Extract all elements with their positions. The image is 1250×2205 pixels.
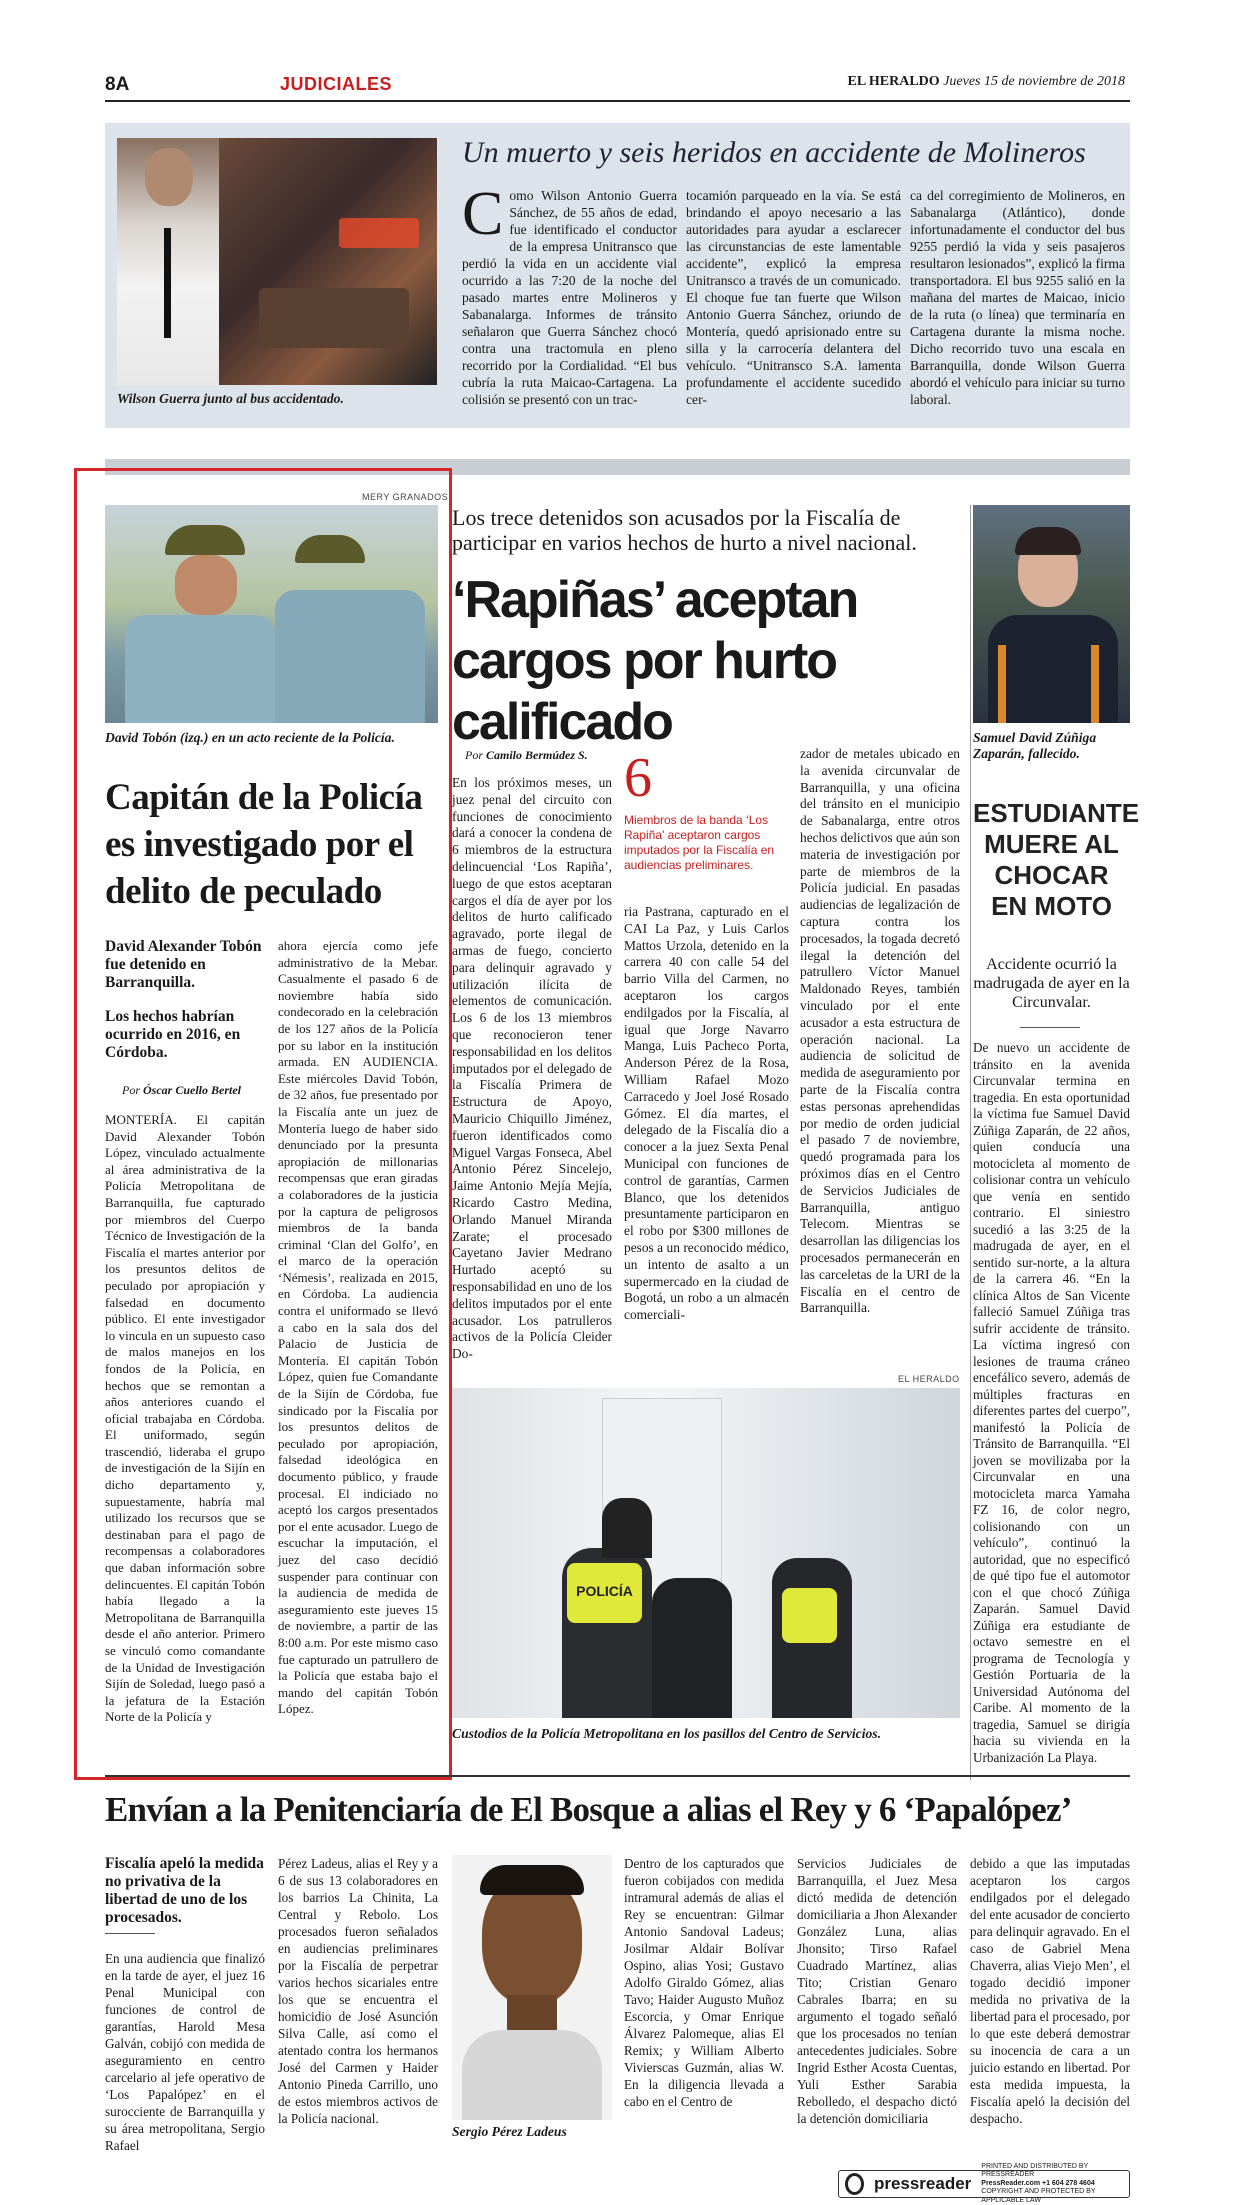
bosque-deck: Fiscalía apeló la medida no privativa de la libertad de uno de los procesados. [105,1855,264,1926]
police-story-deck1: David Alexander Tobón fue detenido en Barranquilla. [105,938,262,991]
column-rule-1 [970,505,971,1780]
rapinas-stat-number: 6 [624,747,652,809]
pressreader-line2: PressReader.com +1 604 278 4604 [981,2179,1095,2187]
police-col1-text: MONTERÍA. El capitán David Alexander Tobón López, vinculado actualmente al área administrativa de la Policía Metropolitana de Barranquilla, fue capturado por miembros del Cuerpo Técnico de Investigación de la Fiscalía el martes anterior por los presuntos delitos de peculado por apropiación y falsedad en documento público. El ente investigador lo vincula en un supuesto caso de malos manejos en los fondos de la Policía, en hechos que se remontan a años anteriores cuando el oficial trabajaba en Córdoba. El uniformado, según trascendió, lideraba el grupo de investigación de la Sijín en dicho departamento y, supuestamente, habría mal utilizado los recursos que se destinaban para el pago de recompensas a colaboradores que daban información sobre delincuentes. El capitán Tobón había llegado a la Metropolitana de Barranquilla desde el año anterior. Primero se vinculó como comandante de la Unidad de Investigación Sijín de Soledad, luego pasó a la jefatura de la Estación Norte de la Policía y [105,1112,265,1725]
police-story-deck2: Los hechos habrían ocurrido en 2016, en Córdoba. [105,1008,241,1061]
police-photo-credit: MERY GRANADOS [362,492,449,502]
rapinas-byline-author: Camilo Bermúdez S. [486,748,588,762]
police-story-col1 [105,1112,265,1726]
bosque-col3 [624,1855,784,2110]
rapinas-col2-text: ria Pastrana, capturado en el CAI La Paz, y Luis Carlos Mattos Urzola, detenido en la carrera 40 con calle 54 del barrio Villa del Carmen, no aceptaron los cargos endilgados por la Fiscalía, al igual que Jorge Navarro Manga, Luis Pacheco Porta, Anderson Pérez de la Rosa, William Rafael Mozo Carracedo y Joel José Rosado Gómez. El día martes, el delegado de la Fiscalía dio a conocer a la juez Sexta Penal Municipal con funciones de control de garantías, Carmen Blanco, que los detenidos presuntamente participaron en el robo por $300 millones de pesos a un reconocido médico, un intento de asalto a un supermercado en la ciudad de Bogotá, un robo a un almacén comerciali- [624,904,789,1323]
moto-body-text: De nuevo un accidente de tránsito en la avenida Circunvalar termina en tragedia. En esta oportunidad la víctima fue Samuel David Zúñiga Zaparán, de 22 años, quien conducía una motocicleta al momento de colisionar contra un vehículo que venía en sentido contrario. El siniestro sucedió a las 3:25 de la madrugada de ayer, en el sentido sur-norte, a la altura de la carrera 46. “En la clínica Altos de San Vicente falleció Samuel Zúñiga tras sufrir accidente de tránsito. La víctima ingresó con lesiones de trauma cráneo encefálico severo, además de múltiples fracturas en diferentes partes del cuerpo”, manifestó la Policía de Tránsito de Barranquilla. “El joven se movilizaba por la Circunvalar en una motocicleta marca Yamaha FZ 16, de color negro, colisionando con un vehículo”, continuó la autoridad, que no especificó de qué tipo fue el automotor con el que chocó Zúñiga Zaparán. Samuel David Zúñiga era estudiante de octavo semestre en el programa de Tecnología y Gestión Portuaria de la Universidad Autónoma del Caribe. Al momento de la tragedia, Samuel se dirigía hacia su vivienda en la Urbanización La Playa. [973,1040,1130,1765]
top-story-col2 [686,187,901,408]
rapinas-photo-caption: Custodios de la Policía Metropolitana en los pasillos del Centro de Servicios. [452,1726,881,1741]
top-story-col3-text: ca del corregimiento de Molineros, en Sabanalarga (Atlántico), donde infortunadamente el conductor del bus 9255 perdió la vida y seis pasajeros resultaron lesionados”, explicó la firma transportadora. El bus 9255 salió en la mañana del martes de Maicao, inicio de la ruta (o línea) que terminaría en Cartagena durante la misma noche. Dicho recorrido tuvo una escala en Barranquilla, donde Wilson Guerra abordó el vehículo para iniciar su turno laboral. [910,188,1125,407]
pressreader-logo-icon [845,2173,864,2195]
rapinas-col1 [452,775,612,1363]
top-story-title: Un muerto y seis heridos en accidente de Molineros [462,136,1086,169]
rapinas-photo-credit: EL HERALDO [898,1374,960,1384]
rapinas-kicker: Los trece detenidos son acusados por la Fiscalía de participar en varios hechos de hurto a nivel nacional. [452,505,917,555]
bosque-col4 [797,1855,957,2127]
rapinas-photo [452,1388,960,1718]
rapinas-title: ‘Rapiñas’ aceptan cargos por hurto calificado [452,571,858,751]
bosque-col5-text: debido a que las imputadas aceptaron los cargos endilgados por el delegado del ente acusador de concierto para delinquir agravado. En el caso de Gabriel Mena Chaverra, alias Viejo Men’, el togado decidió imponer medida no privativa de la libertad para el procesado, por lo que este deberá demostrar su inocencia de cara a un juicio estando en libertad. Por esta medida impuesta, la Fiscalía apeló la decisión del despacho. [970,1856,1131,2126]
bosque-col2 [278,1855,438,2127]
top-story-photo-bus [219,138,437,385]
moto-title: ESTUDIANTE MUERE AL CHOCAR EN MOTO [973,798,1140,921]
police-story-title: Capitán de la Policía es investigado por el delito de peculado [105,777,423,912]
rapinas-col1-text: En los próximos meses, un juez penal del circuito con funciones de conocimiento dará a conocer la condena de 6 miembros de la estructura delincuencial ‘Los Rapiña’, luego de que estos aceptaran cargos el día de ayer por los delitos de hurto calificado agravado, porte ilegal de armas de fuego, concierto para delinquir agravado y utilización ilícita de elementos de comunicación. Los 6 de los 13 miembros que reconocieron tener responsabilidad en los delitos imputados por el delegado de la Fiscalía Primera de Estructura de Apoyo, Mauricio Chiquillo Jiménez, fueron identificados como Miguel Vargas Fonseca, Abel Antonio Pérez Sincelejo, Jaime Antonio Mejía Mejía, Ricardo Castro Medina, Orlando Manuel Miranda Zarate; el procesado Cayetano Javier Medrano Hurtado aceptó su responsabilidad en uno de los delitos imputados por el ente acusador. Los patrulleros activos de la Policía Cleider Do- [452,775,612,1362]
police-byline-author: Óscar Cuello Bertel [143,1083,241,1097]
bosque-col5 [970,1855,1130,2127]
police-photo [105,505,438,723]
bosque-deck-rule [105,1933,155,1934]
moto-deck-rule [1020,1027,1080,1028]
moto-body [973,1040,1130,1766]
top-story-caption: Wilson Guerra junto al bus accidentado. [117,391,344,406]
section-name: JUDICIALES [280,74,393,94]
bosque-title: Envían a la Penitenciaría de El Bosque a alias el Rey y 6 ‘Papalópez’ [105,1790,1072,1829]
pressreader-brand: pressreader [873,2174,972,2193]
police-story-byline [122,1083,241,1098]
top-story-dropcap: C [462,180,504,248]
rapinas-col3-text: zador de metales ubicado en la avenida circunvalar de Barranquilla, y una oficina del tránsito en el municipio de Sabanalarga, entre otros hechos delictivos que aún son materia de investigación por parte de miembros de la Policía judicial. En pasadas audiencias de legalización de captura contra los procesados, la togada decretó ilegal la detención del patrullero Víctor Manuel Maldonado Reyes, también vinculado por el ente acusador a esta estructura de operación nacional. La audiencia de solicitud de medida de aseguramiento por parte de la Fiscalía contra estas personas aprehendidas por medio de orden judicial el pasado 7 de noviembre, quedó programada para los próximos días en el Centro de Servicios Judiciales de Barranquilla, antiguo Telecom. Mientras se desarrollan las diligencias los procesados permanecerán en las carceletas de la URI de la Fiscalía en el centro de Barranquilla. [800,746,960,1316]
bosque-photo [452,1855,612,2120]
bosque-col1 [105,1950,265,2154]
pressreader-lines [981,2163,1123,2205]
bosque-photo-caption: Sergio Pérez Ladeus [452,2124,567,2139]
rapinas-vest-text: POLICÍA [576,1583,633,1599]
bosque-col2-text: Pérez Ladeus, alias el Rey y a 6 de sus 13 colaboradores en los barrios La Chinita, La Central y Rebolo. Los procesados fueron señalados en audiencias preliminares por la Fiscalía de perpetrar varios hechos sicariales entre los que se encuentra el homicidio de José Asunción Silva Calle, así como el atentado contra los hermanos José del Carmen y Haider Antonio Pineda Carrillo, uno de estos miembros activos de la Policía nacional. [278,1856,438,2126]
publication-info [847,74,1125,90]
bosque-col4-text: Servicios Judiciales de Barranquilla, el Juez Mesa dictó medida de detención domiciliaria a Jhon Alexander González Luna, alias Jhonsito; Tirso Rafael Cuadrado Martínez, alias Tito; Cristian Genaro Cabrales Ibarra; en su argumento el togado señaló que los procesados no tenían antecedentes judiciales. Sobre Ingrid Esther Acosta Cuentas, Yuli Esther Sarabia Rebolledo, el despacho dictó la detención domiciliaria [797,1856,957,2126]
moto-photo [973,505,1130,723]
pressreader-line3: COPYRIGHT AND PROTECTED BY APPLICABLE LAW [981,2188,1096,2204]
bosque-top-rule [105,1775,1130,1777]
rapinas-col2 [624,904,789,1324]
page-number: 8A [105,74,130,95]
rapinas-byline [465,748,588,763]
header-rule [105,100,1130,102]
police-col2-text: ahora ejercía como jefe administrativo de la Mebar. Casualmente el pasado 6 de noviembre había sido condecorado en la celebración de los 127 años de la Policía por su labor en la institución armada. EN AUDIENCIA. Este miércoles David Tobón, de 32 años, fue presentado por la Fiscalía ante un juez de Montería luego de haber sido denunciado por la presunta apropiación de millonarias recompensas que eran giradas a colaboradores de la justicia por la captura de peligrosos miembros de la banda criminal ‘Clan del Golfo’, en el marco de la operación ‘Némesis’, realizada en 2015, en Córdoba. La audiencia contra el uniformado se llevó a cabo en la sala dos del Palacio de Justicia de Montería. El capitán Tobón López, quien fue Comandante de la Sijín de Córdoba, fue sindicado por la Fiscalía por los presuntos delitos de peculado por apropiación, falsedad ideológica en documento público, y fraude procesal. El indiciado no aceptó los cargos presentados por el ente acusador. Luego de escuchar la imputación, el juez del caso decidió suspender para continuar con la audiencia de medida de aseguramiento este jueves 15 de noviembre, a partir de las 8:00 a.m. Por este mismo caso fue capturado un patrullero de la Policía que estaba bajo el mando del capitán Tobón López. [278,938,438,1717]
top-story-col2-text: tocamión parqueado en la vía. Se está brindando el apoyo necesario a las autoridades para ayudar a esclarecer las circunstancias de este lamentable accidente”, explicó la empresa Unitransco a través de un comunicado. El choque fue tan fuerte que Wilson Antonio Guerra Sánchez, oriundo de Montería, quedó aprisionado entre su silla y la carrocería delantera del vehículo. “Unitransco S.A. lamenta profundamente el accidente sucedido cer- [686,188,901,407]
police-photo-caption: David Tobón (izq.) en un acto reciente de la Policía. [105,730,395,745]
rapinas-col3 [800,746,960,1317]
police-story-col2 [278,938,438,1718]
moto-photo-caption: Samuel David Zúñiga Zaparán, fallecido. [973,730,1097,761]
bosque-col1-text: En una audiencia que finalizó en la tarde de ayer, el juez 16 Penal Municipal con funciones de control de garantías, Harold Mesa Galván, cobijó con medida de aseguramiento en centro carcelario al jefe operativo de ‘Los Papalópez’ en el surocciente de Barranquilla y su área metropolitana, Sergio Rafael [105,1951,265,2153]
pressreader-line1: PRINTED AND DISTRIBUTED BY PRESSREADER [981,2162,1089,2179]
rapinas-byline-prefix: Por [465,748,483,762]
top-story-col3 [910,187,1125,408]
top-story-col1-text: omo Wilson Antonio Guerra Sánchez, de 55 años de edad, fue identificado el conductor de la empresa Unitransco que perdió la vida en un accidente vial ocurrido a las 7:20 de la noche del pasado martes entre Molineros y Sabanalarga. Informes de tránsito señalaron que Guerra Sánchez chocó contra una tractomula en pleno recorrido por la Cordialidad. “El bus cubría la ruta Maicao-Cartagena. La colisión se presentó con un trac- [462,188,677,407]
issue-date: Jueves 15 de noviembre de 2018 [943,74,1125,89]
pressreader-badge [838,2162,1130,2204]
top-story-photo-person [117,138,219,385]
bosque-col3-text: Dentro de los capturados que fueron cobijados con medida intramural además de alias el Rey se encuentran: Gilmar Antonio Sandoval Ladeus; Josilmar Aldair Bolívar Ospino, alias Yosi; Gustavo Adolfo Giraldo Gómez, alias Tavo; Haider Augusto Muñoz Escorcia, y Omar Enrique Álvarez Palomeque, alias El Remix; y William Alberto Vivierscas Guzmán, alias W. En la diligencia llevada a cabo en el Centro de [624,1856,784,2109]
paper-name: EL HERALDO [847,74,940,89]
moto-deck: Accidente ocurrió la madrugada de ayer en la Circunvalar. [973,956,1130,1011]
rapinas-stat-text: Miembros de la banda ‘Los Rapiña’ aceptaron cargos imputados por la Fiscalía en audiencias preliminares. [624,813,775,872]
top-story-col1 [462,180,677,408]
rapinas-vest [567,1563,642,1623]
police-byline-prefix: Por [122,1083,140,1097]
